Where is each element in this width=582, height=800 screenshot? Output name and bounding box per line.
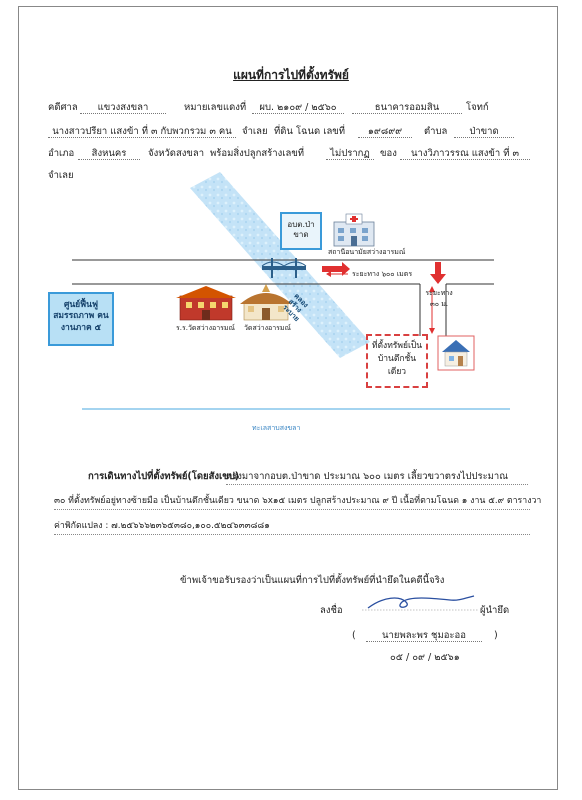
rehab-center-box: ศูนย์ฟื้นฟู สมรรถภาพ คนงานภาค ๕ <box>48 292 114 346</box>
directions-line2-rule <box>54 509 530 510</box>
distance-30-label: ระยะทาง ๓๐ ม. <box>425 289 453 308</box>
canal-label: คลองสร้างระบาย <box>280 292 310 324</box>
directions-line2: ๓๐ ที่ตั้งทรัพย์อยู่ทางซ้ายมือ เป็นบ้านตึกชั้นเดียว ขนาด ๖x๑๕ เมตร ปลูกสร้างประมาณ ๙ ปี เนื้อที่ตามโฉนด ๑ งาน ๕.๙ ตารางวา <box>54 496 542 506</box>
court-label: คดีศาล <box>48 102 78 113</box>
property-box: ที่ตั้งทรัพย์เป็น บ้านตึกชั้น เดียว <box>366 334 428 388</box>
directions-line1-rule <box>226 484 528 485</box>
directions-label: การเดินทางไปที่ตั้งทรัพย์(โดยสังเขป) <box>88 471 240 482</box>
hospital-icon <box>334 214 374 246</box>
subdistrict-value: ป่าขาด <box>454 126 514 138</box>
health-center-label: สถานีอนามัยสว่างอารมณ์ <box>328 248 406 256</box>
district-value: สิงหนคร <box>78 148 140 160</box>
page-title: แผนที่การไปที่ตั้งทรัพย์ <box>233 68 349 82</box>
defendant-role-2: จำเลย <box>48 170 74 181</box>
owner-value: นางวิภาวรรณ แสงข้า ที่ ๓ <box>400 148 530 160</box>
district-label: อำเภอ <box>48 148 75 159</box>
certify-text: ข้าพเจ้าขอรับรองว่าเป็นแผนที่การไปที่ตั้งทรัพย์ที่นำยึดในคดีนี้จริง <box>180 575 445 586</box>
subdistrict-label: ตำบล <box>424 126 448 137</box>
building-number: ไม่ปรากฏ <box>326 148 374 160</box>
school-label: ร.ร.วัดสว่างอารมณ์ <box>176 324 236 332</box>
open-paren: ( <box>352 630 356 641</box>
sign-label: ลงชื่อ <box>320 605 343 616</box>
directions-line1: ตรงมาจากอบต.ป่าขาด ประมาณ ๖๐๐ เมตร เลี้ยวขวาตรงไปประมาณ <box>226 471 509 482</box>
owner-label: ของ <box>380 148 397 159</box>
case-label: หมายเลขแดงที่ <box>184 102 247 113</box>
defendant-role: จำเลย <box>242 126 268 137</box>
plaintiff-value: ธนาคารออมสิน <box>352 102 462 114</box>
close-paren: ) <box>494 630 498 641</box>
signature-image <box>354 592 484 614</box>
signer-name: นายพละพร ชุมอะออ <box>366 630 482 642</box>
land-deed-label: ที่ดิน โฉนด เลขที่ <box>274 126 346 137</box>
temple-label: วัดสว่างอารมณ์ <box>244 324 292 332</box>
signer-role: ผู้นำยึด <box>480 605 510 616</box>
plaintiff-role: โจทก์ <box>466 102 489 113</box>
building-label: พร้อมสิ่งปลูกสร้างเลขที่ <box>210 148 305 159</box>
arrow-down-icon <box>430 262 446 284</box>
lake-label: ทะเลสาบสงขลา <box>252 424 301 432</box>
court-value: แขวงสงขลา <box>80 102 166 114</box>
school-icon <box>176 286 236 320</box>
coordinates: ค่าพิกัดแปลง : ๗.๒๕๖๖๖๒๓๖๕๓๘๐,๑๐๐.๕๒๔๖๓๓๘๘๑ <box>54 521 270 531</box>
sign-date: ๐๕ / ๐๙ / ๒๕๖๑ <box>390 652 460 663</box>
house-icon <box>438 336 474 370</box>
case-number: ผบ. ๒๑๐๙ / ๒๕๖๐ <box>252 102 344 114</box>
defendants-value: นางสาวปรียา แสงข้า ที่ ๓ กับพวกรวม ๓ คน <box>48 126 236 138</box>
province-value: จังหวัดสงขลา <box>148 148 205 159</box>
coordinates-rule <box>54 534 530 535</box>
deed-number: ๑๙๘๙๙ <box>358 126 412 138</box>
distance-600-label: ระยะทาง ๖๐๐ เมตร <box>352 270 413 278</box>
sao-box: อบต.ป่า ขาด <box>280 212 322 250</box>
